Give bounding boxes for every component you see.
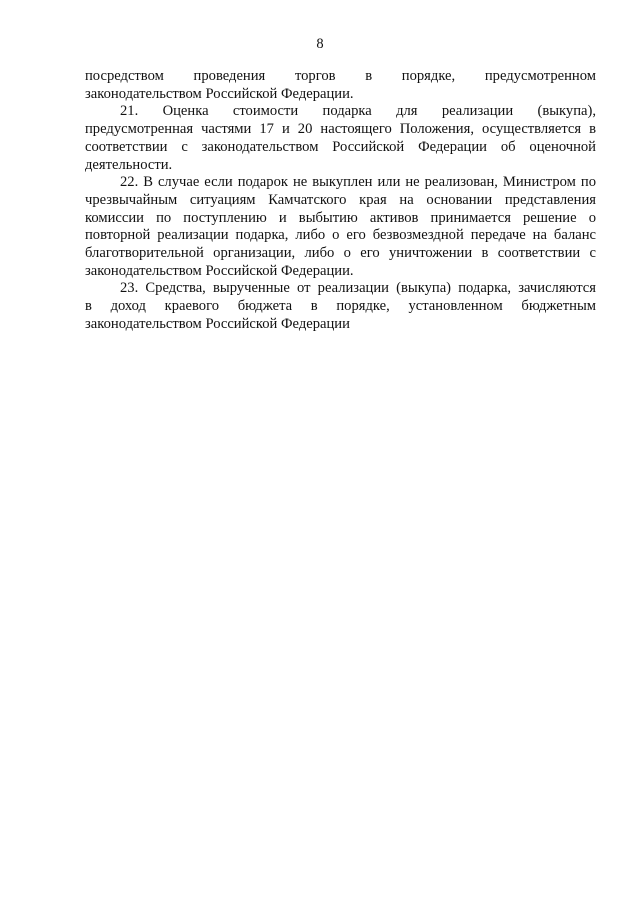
text-line: 22. В случае если подарок не выкуплен или не реализован, Министром по [120, 174, 596, 191]
text-line: законодательством Российской Федерации [85, 315, 350, 332]
text-line: 23. Средства, вырученные от реализации (выкупа) подарка, зачисляются [120, 280, 596, 297]
text-line: 21. Оценка стоимости подарка для реализации (выкупа), [120, 103, 596, 120]
text-line: деятельности. [85, 156, 173, 173]
text-line: комиссии по поступлению и выбытию активов принимается решение о [85, 209, 596, 226]
paragraph [85, 174, 596, 280]
paragraph [85, 280, 596, 333]
document-body [85, 68, 596, 334]
text-line: чрезвычайным ситуациям Камчатского края на основании представления [85, 191, 596, 208]
page-number: 8 [316, 36, 324, 52]
text-line: законодательством Российской Федерации. [85, 85, 354, 102]
text-line: повторной реализации подарка, либо о его безвозмездной передаче на баланс [85, 227, 596, 244]
text-line: соответствии с законодательством Российской Федерации об оценочной [85, 138, 596, 155]
text-line: законодательством Российской Федерации. [85, 262, 354, 279]
text-line: в доход краевого бюджета в порядке, установленном бюджетным [85, 298, 596, 315]
paragraph [85, 68, 596, 103]
paragraph [85, 103, 596, 174]
text-line: предусмотренная частями 17 и 20 настоящего Положения, осуществляется в [85, 121, 596, 138]
text-line: посредством проведения торгов в порядке, предусмотренном [85, 68, 596, 84]
text-line: благотворительной организации, либо о его уничтожении в соответствии с [85, 245, 596, 262]
